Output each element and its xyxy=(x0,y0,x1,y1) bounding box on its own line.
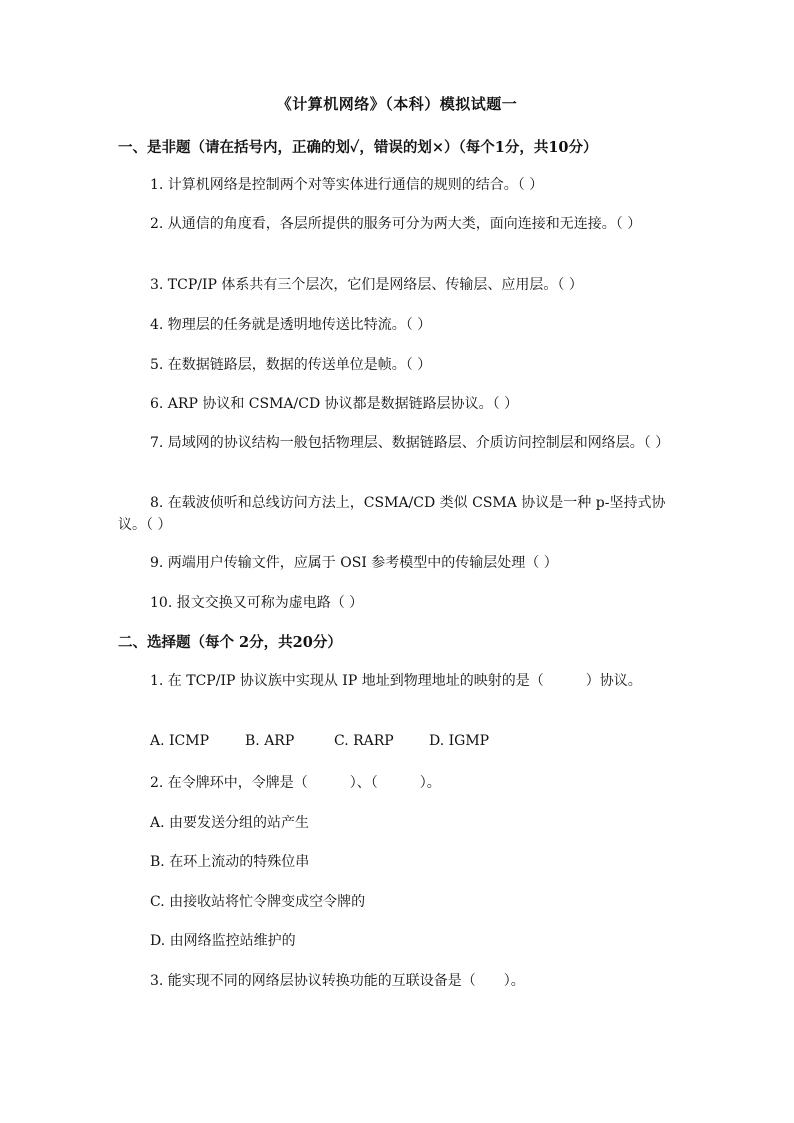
mc-question-1: 1. 在 TCP/IP 协议族中实现从 IP 地址到物理地址的映射的是（ ）协议。 xyxy=(150,673,642,689)
tf-question-8: 8. 在载波侦听和总线访问方法上，CSMA/CD 类似 CSMA 协议是一种 p-坚持式协议。（ ） xyxy=(118,495,666,533)
mc-question-2: 2. 在令牌环中，令牌是（ ）、（ ）。 xyxy=(150,775,441,791)
mc1-option-c: C. RARP xyxy=(334,733,394,749)
tf-question-10: 10. 报文交换又可称为虚电路（ ） xyxy=(150,595,364,611)
mc2-option-d: D. 由网络监控站维护的 xyxy=(150,933,296,949)
exam-title: 《计算机网络》（本科）模拟试题一 xyxy=(276,95,518,113)
mc1-option-d: D. IGMP xyxy=(429,733,490,749)
mc1-option-b: B. ARP xyxy=(245,733,295,749)
mc1-option-a: A. ICMP xyxy=(150,733,210,749)
tf-question-6: 6. ARP 协议和 CSMA/CD 协议都是数据链路层协议。（ ） xyxy=(150,396,519,412)
tf-question-7: 7. 局域网的协议结构一般包括物理层、数据链路层、介质访问控制层和网络层。（ ） xyxy=(150,435,670,451)
mc2-option-b: B. 在环上流动的特殊位串 xyxy=(150,854,310,870)
section1-heading: 一、是非题（请在括号内，正确的划✓，错误的划×）（每个1分，共10分） xyxy=(118,139,598,156)
tf-question-9: 9. 两端用户传输文件，应属于 OSI 参考模型中的传输层处理（ ） xyxy=(150,555,558,571)
tf-question-5: 5. 在数据链路层，数据的传送单位是帧。（ ） xyxy=(150,357,432,373)
section2-heading: 二、选择题（每个 2分，共20分） xyxy=(118,634,342,651)
tf-question-3: 3. TCP/IP 体系共有三个层次，它们是网络层、传输层、应用层。（ ） xyxy=(150,277,583,293)
tf-question-4: 4. 物理层的任务就是透明地传送比特流。（ ） xyxy=(150,317,432,333)
mc-question-3: 3. 能实现不同的网络层协议转换功能的互联设备是（ ）。 xyxy=(150,973,525,989)
mc2-option-c: C. 由接收站将忙令牌变成空令牌的 xyxy=(150,894,366,910)
tf-question-2: 2. 从通信的角度看，各层所提供的服务可分为两大类，面向连接和无连接。（ ） xyxy=(150,216,642,232)
tf-question-1: 1. 计算机网络是控制两个对等实体进行通信的规则的结合。（ ） xyxy=(150,177,544,193)
mc2-option-a: A. 由要发送分组的站产生 xyxy=(150,815,310,831)
